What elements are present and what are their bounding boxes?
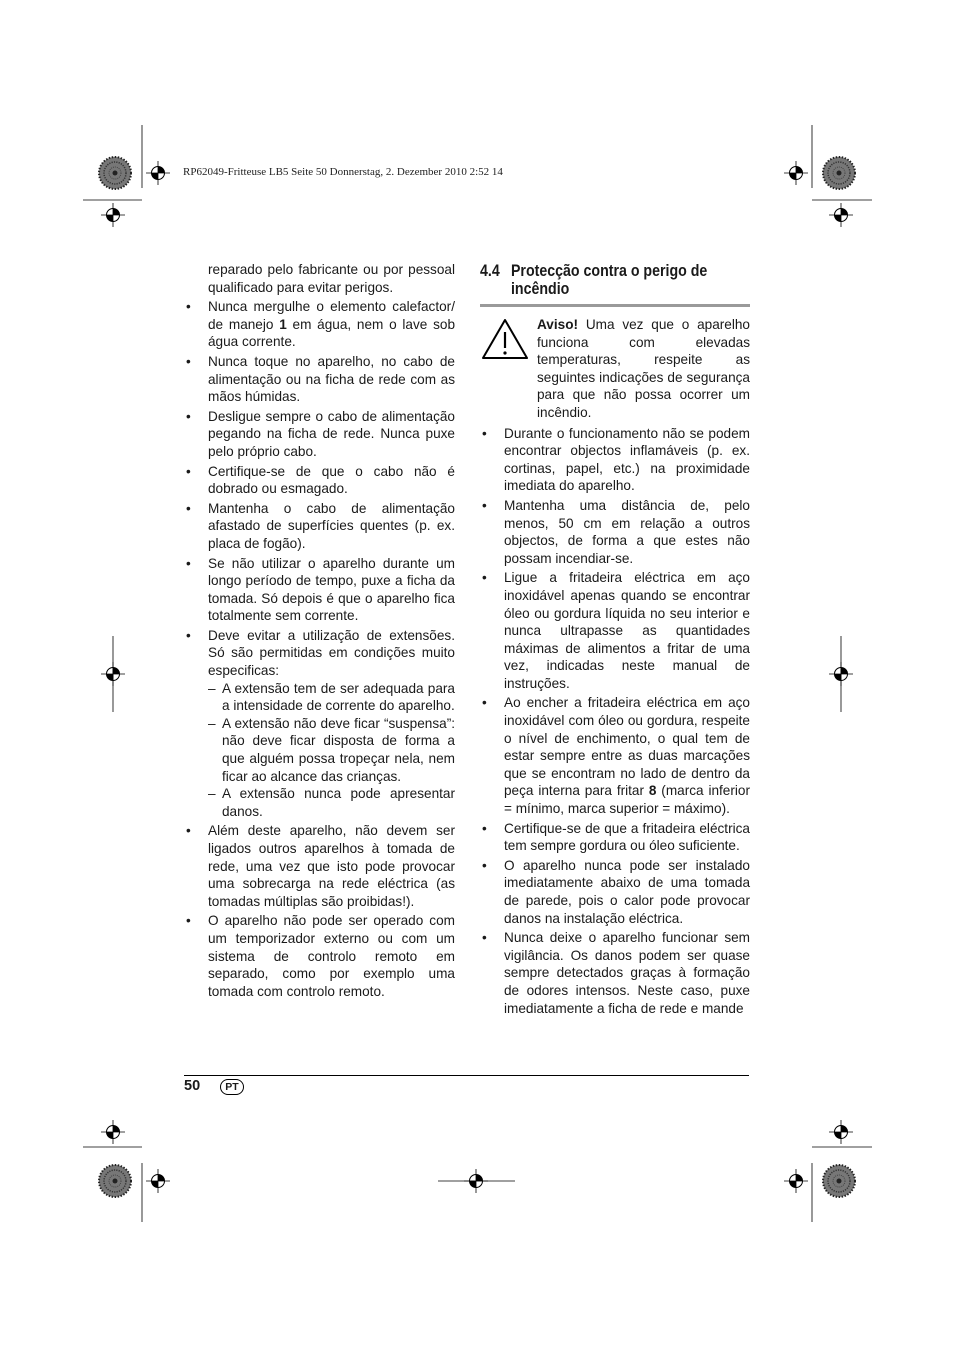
fire-safety-list [480, 425, 750, 1018]
color-wheel-icon [99, 157, 131, 189]
list-item: • Certifique-se de que a fritadeira eléctrica tem sempre gordura ou óleo suficiente. [480, 820, 750, 855]
page-number: 50 [184, 1078, 201, 1094]
warning-text: Aviso! Uma vez que o aparelho funciona com elevadas temperaturas, respeite as seguintes indicações de segurança para que não possa ocorrer um incêndio. [537, 317, 750, 420]
right-column [480, 262, 750, 1017]
registration-mark-icon [784, 161, 808, 185]
heading-rule [480, 304, 750, 307]
print-header: RP62049-Fritteuse LB5 Seite 50 Donnerstag, 2. Dezember 2010 2:52 14 [183, 166, 503, 178]
color-wheel-icon [823, 1165, 855, 1197]
list-item: • Nunca toque no aparelho, no cabo de alimentação ou na ficha de rede com as mãos húmidas. [184, 353, 455, 406]
registration-mark-icon [101, 203, 125, 227]
footer-rule [184, 1075, 749, 1076]
list-item: • Se não utilizar o aparelho durante um longo período de tempo, puxe a ficha da tomada. Só depois é que o aparelho fica totalmente sem corrente. [184, 555, 455, 625]
registration-mark-icon [146, 161, 170, 185]
registration-mark-icon [101, 1120, 125, 1144]
dash-item: – A extensão tem de ser adequada para a intensidade de corrente do aparelho. [208, 680, 455, 715]
list-item: • Ligue a fritadeira eléctrica em aço inoxidável apenas quando se encontrar óleo ou gordura líquida no seu interior e nunca ultrapasse as quantidades máximas de alimentos a fritar de uma vez, indicadas neste manual de instruções. [480, 569, 750, 692]
dash-item: – A extensão nunca pode apresentar danos. [208, 785, 455, 820]
registration-mark-icon [829, 203, 853, 227]
section-number: 4.4 [480, 262, 500, 280]
warning-block [480, 316, 750, 422]
continuation-paragraph: reparado pelo fabricante ou por pessoal qualificado para evitar perigos. [208, 262, 455, 295]
registration-mark-icon [784, 1169, 808, 1193]
warning-triangle-icon [480, 316, 537, 422]
section-heading [480, 262, 755, 298]
list-item: • Nunca mergulhe o elemento calefactor/ de manejo 1 em água, nem o lave sob água corrente. [184, 298, 455, 351]
dash-item: – A extensão não deve ficar “suspensa”: não deve ficar disposta de forma a que alguém possa tropeçar nela, nem ficar ao alcance das crianças. [208, 715, 455, 785]
part-reference: 8 [648, 783, 657, 799]
left-column [184, 261, 455, 1000]
language-badge: PT [220, 1079, 244, 1095]
warning-label: Aviso! [537, 317, 579, 332]
list-item: • Além deste aparelho, não devem ser ligados outros aparelhos à tomada de rede, uma vez que isto pode provocar uma sobrecarga na rede eléctrica (as tomadas múltiplas são proibidas!). [184, 822, 455, 910]
list-item: • Mantenha uma distância de, pelo menos, 50 cm em relação a outros objectos, de forma a que estes não possam incendiar-se. [480, 497, 750, 567]
color-wheel-icon [99, 1165, 131, 1197]
list-item: • Ao encher a fritadeira eléctrica em aço inoxidável com óleo ou gordura, respeite o nível de enchimento, o qual tem de estar sempre entre as duas marcações que se encontram no lado de dentro da peça interna para fritar 8 (marca inferior = mínimo, marca superior = máximo). [480, 694, 750, 817]
list-item: • Desligue sempre o cabo de alimentação pegando na ficha de rede. Nunca puxe pelo próprio cabo. [184, 408, 455, 461]
list-item: • O aparelho não pode ser operado com um temporizador externo ou com um sistema de controlo remoto em separado, como por exemplo uma tomada com controlo remoto. [184, 912, 455, 1000]
list-item [184, 627, 455, 821]
extension-conditions [208, 680, 455, 821]
list-item: • Certifique-se de que o cabo não é dobrado ou esmagado. [184, 463, 455, 498]
registration-mark-icon [146, 1169, 170, 1193]
safety-list [184, 298, 455, 1000]
list-item: • Nunca deixe o aparelho funcionar sem vigilância. Os danos podem ser quase sempre detectados graças à formação de odores intensos. Neste caso, puxe imediatamente a ficha de rede e mande [480, 929, 750, 1017]
color-wheel-icon [823, 157, 855, 189]
list-item-text: • Deve evitar a utilização de extensões. Só são permitidas em condições muito especificas: [208, 627, 455, 679]
part-reference: 1 [279, 316, 287, 332]
list-item: • Mantenha o cabo de alimentação afastado de superfícies quentes (p. ex. placa de fogão). [184, 500, 455, 553]
list-item: • O aparelho nunca pode ser instalado imediatamente abaixo de uma tomada de parede, pois o calor pode provocar danos na instalação eléctrica. [480, 857, 750, 927]
list-item: • Durante o funcionamento não se podem encontrar objectos inflamáveis (p. ex. cortinas, papel, etc.) na proximidade imediata do aparelho. [480, 425, 750, 495]
registration-mark-icon [829, 1120, 853, 1144]
section-title: Protecção contra o perigo de incêndio [510, 262, 708, 298]
